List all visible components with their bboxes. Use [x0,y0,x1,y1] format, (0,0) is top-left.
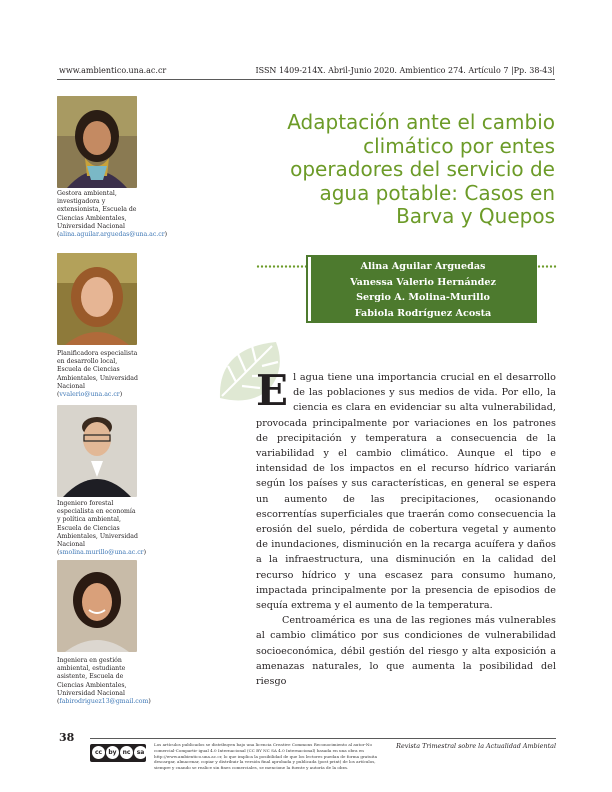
author-name: Sergio A. Molina-Murillo [356,292,490,303]
author-name: Vanessa Valerio Hernández [350,276,496,288]
dotted-rule-left [256,265,306,268]
caption-text: Gestora ambiental, investigadora y extensionista, Escuela de Ciencias Ambientales, Universidad Nacional ( [57,190,137,239]
author-photo-1 [57,96,137,188]
paragraph-1: El agua tiene una importancia crucial en el desarrollo de las poblaciones y sus medios de vida. Por ello, la ciencia es clara en evidenciar su alta vulnerabilidad, provocada principalmente por variaciones en los patrones de precipitación y temperatura a consecuencia de la variabilidad y el cambio climático. Aunque el tipo e intensidad de los impactos en el recurso hídrico variarán según los países y sus características, en general se espera un aumento de las precipitaciones, ocasionando escorrentías superficiales que traerán como consecuencia la erosión del suelo, pérdida de cobertura vegetal y aumento de inundaciones, disminución en la recarga acuífera y daños a la infraestructura, una disminución en la calidad del recurso hídrico y una escasez para consumo humano, impactada principalmente por la presencia de episodios de sequía extrema y el aumento de la temperatura. [256,366,556,612]
by-icon: by [106,746,119,759]
author-name: Alina Aguilar Arguedas [360,261,486,272]
paragraph-2: Centroamérica es una de las regiones más vulnerables al cambio climático por sus condiciones de vulnerabilidad socioeconómica, débil gestión del riesgo y alta exposición a amenazas naturales, lo que aumenta la posibilidad del riesgo [256,615,556,688]
dotted-rule-right [537,265,557,268]
article-title: Adaptación ante el cambio climático por entes operadores del servicio de agua potable: Casos en Barva y Quepos [287,110,555,228]
author-email[interactable]: alina.aguilar.arguedas@una.ac.cr [59,231,165,239]
author-photo-3 [57,405,137,497]
author-caption-2: Planificadora especialista en desarrollo local, Escuela de Ciencias Ambientales, Universidad Nacional (vvalerio@una.ac.cr) [57,350,138,399]
author-caption-1: Gestora ambiental, investigadora y extensionista, Escuela de Ciencias Ambientales, Universidad Nacional (alina.aguilar.arguedas@una.ac.cr) [57,190,168,239]
page-number: 38 [59,731,75,744]
header-divider [57,79,555,80]
author-email[interactable]: vvalerio@una.ac.cr [59,391,120,399]
site-url[interactable]: www.ambientico.una.ac.cr [59,66,167,75]
author-caption-3: Ingeniero forestal especialista en economía y política ambiental, Escuela de Ciencias Ambientales, Universidad Nacional (smolina.murillo@una.ac.cr) [57,500,147,557]
caption-text: Ingeniero forestal especialista en economía y política ambiental, Escuela de Ciencias Ambientales, Universidad Nacional ( [57,500,138,557]
article-body [256,366,556,689]
author-email[interactable]: smolina.murillo@una.ac.cr [59,549,144,557]
author-caption-4: Ingeniera en gestión ambiental, estudiante asistente, Escuela de Ciencias Ambientales, Universidad Nacional (fabirodriguez13@gmail.com) [57,657,151,706]
nc-icon: nc [120,746,133,759]
author-name: Fabiola Rodríguez Acosta [354,307,492,319]
author-photo-4 [57,560,137,652]
footer-divider [90,738,556,739]
caption-text: Ingeniera en gestión ambiental, estudiante asistente, Escuela de Ciencias Ambientales, Universidad Nacional ( [57,657,127,706]
license-notice: Los artículos publicados se distribuyen bajo una licencia Creative Commons Reconocimiento al autor-No comercial-Compartir igual 4.0 Internacional (CC BY NC SA 4.0 Internacional) basada en una obra en http://www.ambientico.una.ac.cr, lo que implica la posibilidad de que los lectores puedan de forma gratuita descargar, almacenar, copiar y distribuir la versión final aprobada y publicada (post print) de los artículos, siempre y cuando se realice sin fines comerciales, se mencione la fuente y autoría de la obra. [154,742,378,771]
cc-icon: cc [92,746,105,759]
journal-name: Revista Trimestral sobre la Actualidad Ambiental [396,742,556,750]
sa-icon: sa [134,746,147,759]
author-email[interactable]: fabirodriguez13@gmail.com [59,698,149,706]
caption-text: Planificadora especialista en desarrollo local, Escuela de Ciencias Ambientales, Universidad Nacional ( [57,350,138,399]
drop-cap: E [256,366,289,415]
creative-commons-badge-icon[interactable] [90,744,146,762]
authors-box [308,257,535,321]
author-photo-2 [57,253,137,345]
issue-citation: ISSN 1409-214X. Abril-Junio 2020. Ambientico 274. Artículo 7 |Pp. 38-43| [255,66,555,75]
